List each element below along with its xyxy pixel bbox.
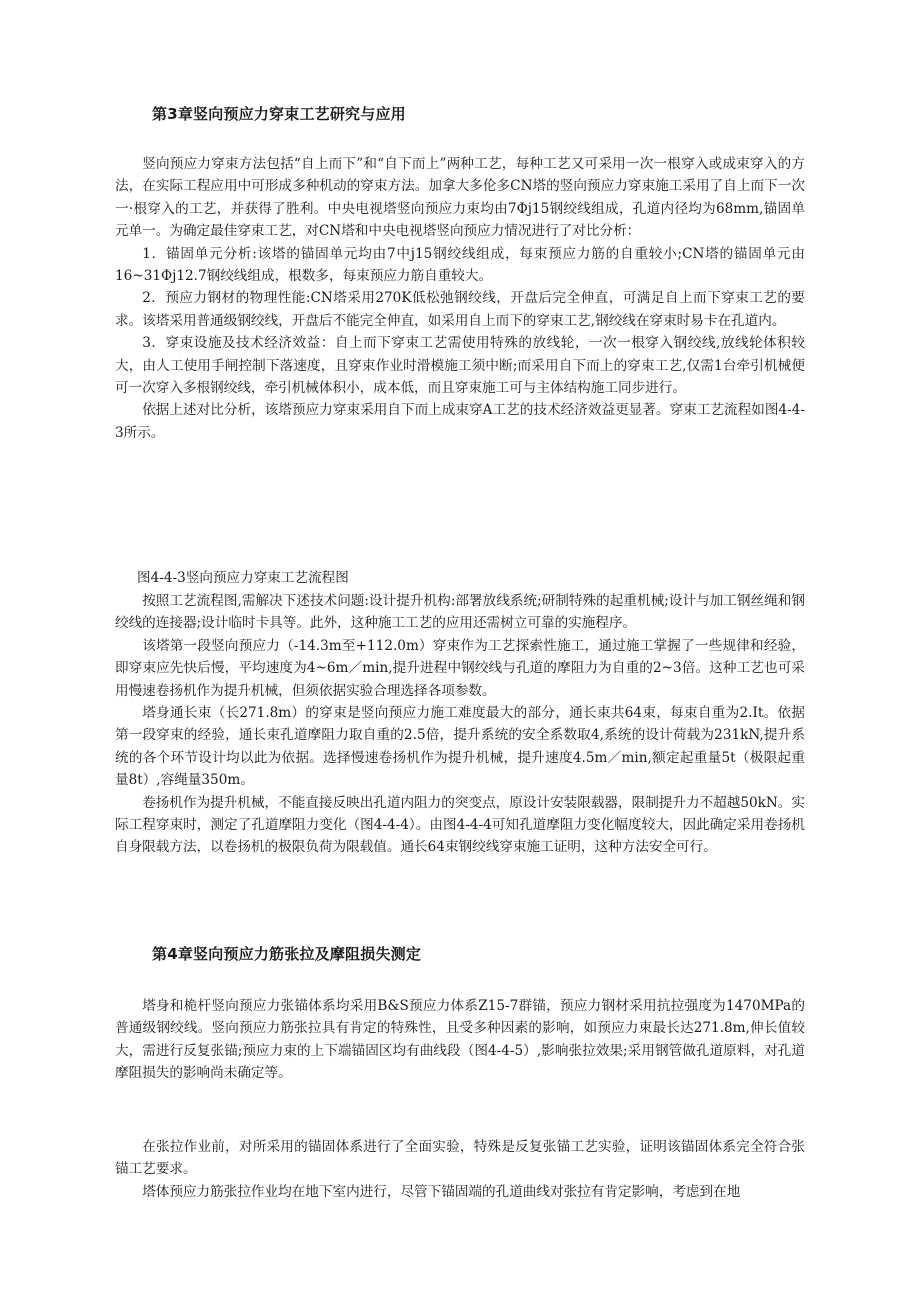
paragraph: 按照工艺流程图,需解决下述技术问题:设计提升机构:部署放线系统;研制特殊的起重机械;设计与加工钢丝绳和钢绞线的连接器;设计临时卡具等。此外，这种施工工艺的应用还需树立可靠的实施程序。 [115,593,805,632]
paragraph: 卷扬机作为提升机械，不能直接反映出孔道内阻力的突变点，原设计安装限载器，限制提升力不超越50kN。实际工程穿束时，测定了孔道摩阻力变化（图4-4-4）。由图4-4-4可知孔道摩阻力变化幅度较大，因此确定采用卷扬机自身限载方法，以卷扬机的极限负荷为限载值。通长64束钢绞线穿束施工证明，这种方法安全可行。 [115,794,805,856]
paragraph: 在张拉作业前，对所采用的锚固体系进行了全面实验，特殊是反复张锚工艺实验，证明该锚固体系完全符合张锚工艺要求。 [115,1139,805,1178]
paragraph: 塔身通长束（长271.8m）的穿束是竖向预应力施工难度最大的部分，通长束共64束，每束自重为2.It。依据第一段穿束的经验，通长束孔道摩阻力取自重的2.5倍，提升系统的安全系数取4,系统的设计荷载为231kN,提升系统的各个环节设计均以此为依据。选择慢速卷扬机作为提升机械，提升速度4.5m／min,额定起重量5t（极限起重量8t）,容绳量350m。 [115,705,805,789]
paragraph: 竖向预应力穿束方法包括“自上而下”和“自下而上”两种工艺，每种工艺又可采用一次一根穿入或成束穿入的方法，在实际工程应用中可形成多种机动的穿束方法。加拿大多伦多CN塔的竖向预应力穿束施工采用了自上而下一次一·根穿入的工艺，并获得了胜利。中央电视塔竖向预应力束均由7Φj15钢绞线组成，孔道内径均为68mm,锚固单元单一。为确定最佳穿束工艺，对CN塔和中央电视塔竖向预应力情况进行了对比分析： [115,156,805,240]
chapter4-body-2 [115,1136,805,1203]
chapter3-heading: 第3章竖向预应力穿束工艺研究与应用 [152,105,406,123]
chapter3-body-continued [115,590,805,859]
paragraph: 依据上述对比分析，该塔预应力穿束采用自下而上成束穿A工艺的技术经济效益更显著。穿束工艺流程如图4-4-3所示。 [115,402,805,441]
paragraph: 该塔第一段竖向预应力（-14.3m至+112.0m）穿束作为工艺探索性施工，通过施工掌握了一些规律和经验，即穿束应先快后慢，平均速度为4~6m／min,提升进程中钢绞线与孔道的摩阻力为自重的2~3倍。这种工艺也可采用慢速卷扬机作为提升机械，但须依据实验合理选择各项参数。 [115,637,805,699]
chapter4-body [115,995,805,1085]
chapter4-heading: 第4章竖向预应力筋张拉及摩阻损失测定 [152,945,422,963]
figure-caption: 图4-4-3竖向预应力穿束工艺流程图 [137,570,349,586]
paragraph: 3．穿束设施及技术经济效益：自上而下穿束工艺需使用特殊的放线轮，一次一根穿入钢绞线,放线轮体积较大，由人工使用手闸控制下落速度，且穿束作业时滑模施工须中断;而采用自下而上的穿束工艺,仅需1台牵引机械便可一次穿入多根钢绞线，牵引机械体积小，成本低，而且穿束施工可与主体结构施工同步进行。 [115,335,805,397]
paragraph: 塔身和桅杆竖向预应力张锚体系均采用B&S预应力体系Z15-7群锚，预应力钢材采用抗拉强度为1470MPa的普通级钢绞线。竖向预应力筋张拉具有肯定的特殊性，且受多种因素的影响，如预应力束最长达271.8m,伸长值较大，需进行反复张锚;预应力束的上下端锚固区均有曲线段（图4-4-5）,影响张拉效果;采用钢管做孔道原料，对孔道摩阻损失的影响尚未确定等。 [115,998,805,1082]
paragraph: 1．锚固单元分析:该塔的锚固单元均由7中j15钢绞线组成，每束预应力筋的自重较小;CN塔的锚固单元由16~31Φj12.7钢绞线组成，根数多，每束预应力筋自重较大。 [115,245,805,285]
chapter3-body [115,153,805,444]
paragraph: 2．预应力钢材的物理性能:CN塔采用270K低松弛钢绞线，开盘后完全伸直，可满足自上而下穿束工艺的要求。该塔采用普通级钢绞线，开盘后不能完全伸直，如采用自上而下的穿束工艺,钢绞线在穿束时易卡在孔道内。 [115,290,805,329]
paragraph: 塔体预应力筋张拉作业均在地下室内进行，尽管下锚固端的孔道曲线对张拉有肯定影响，考虑到在地 [142,1183,741,1200]
